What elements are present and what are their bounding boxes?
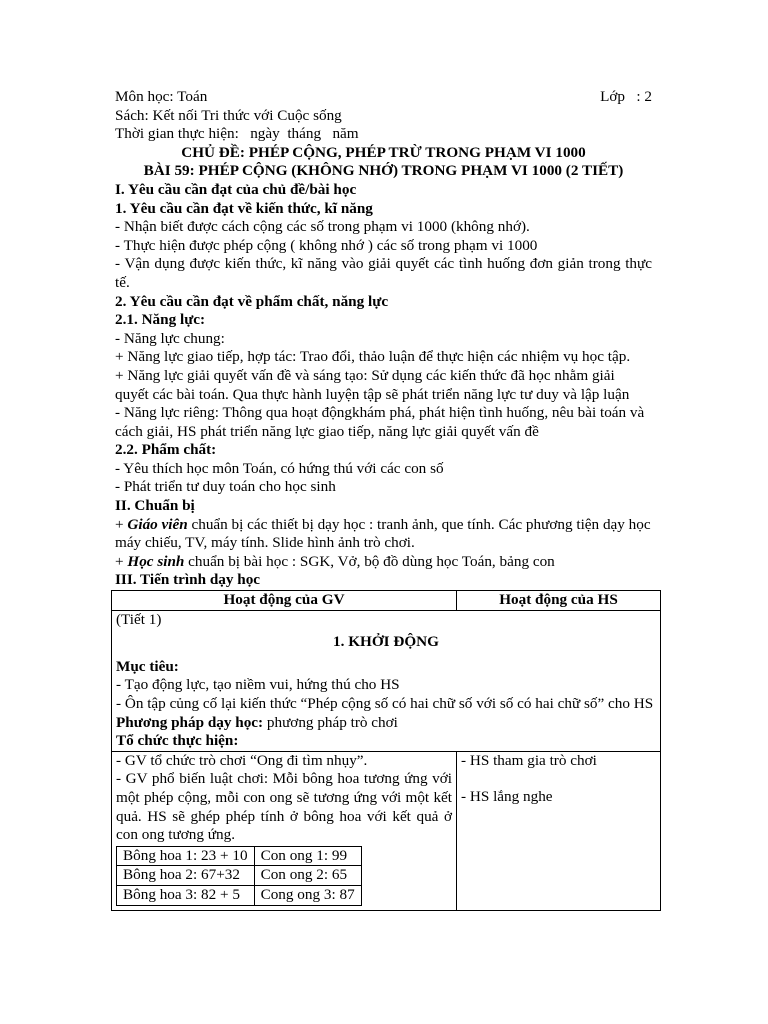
section1-sub1: 1. Yêu cầu cần đạt về kiến thức, kĩ năng — [115, 199, 373, 217]
table-row — [117, 846, 362, 866]
gv-cell — [112, 751, 457, 910]
gv-line: - GV tổ chức trò chơi “Ong đi tìm nhụy”. — [116, 751, 368, 769]
col-hs-header: Hoạt động của HS — [457, 591, 661, 611]
competence-item: + Năng lực giải quyết vấn đề và sáng tạo: Sử dụng các kiến thức đã học nhằm giải quyết các bài toán. Qua thực hành luyện tập sẽ phát triển năng lực tư duy và lập luận — [115, 366, 630, 403]
time-label: Thời gian thực hiện: ngày tháng năm — [115, 125, 359, 143]
col-gv-header: Hoạt động của GV — [112, 591, 457, 611]
student-prep: + Học sinh chuẩn bị bài học : SGK, Vở, bộ đồ dùng học Toán, bảng con — [115, 552, 555, 570]
quality-item: - Phát triển tư duy toán cho học sinh — [115, 478, 336, 496]
objective-item: - Vận dụng được kiến thức, kĩ năng vào giải quyết các tình huống đơn giản trong thực tế. — [115, 255, 652, 291]
section3-heading: III. Tiến trình dạy học — [115, 571, 261, 589]
flower-cell: Bông hoa 3: 82 + 5 — [117, 885, 255, 905]
objective-item: - Thực hiện được phép cộng ( không nhớ ) các số trong phạm vi 1000 — [115, 236, 538, 254]
document-page — [115, 88, 652, 911]
grade-label: Lớp : 2 — [600, 88, 652, 105]
hs-line: - HS tham gia trò chơi — [461, 751, 597, 769]
competence-item: - Năng lực riêng: Thông qua hoạt độngkhám phá, phát hiện tình huống, nêu bài toán và cách giải, HS phát triển năng lực giao tiếp, năng lực giải quyết vấn đề — [115, 404, 645, 440]
lesson-title: BÀI 59: PHÉP CỘNG (KHÔNG NHỚ) TRONG PHẠM VI 1000 (2 TIẾT) — [143, 162, 624, 180]
gv-line: - GV phổ biến luật chơi: Mỗi bông hoa tương ứng với một phép cộng, mỗi con ong sẽ tương ứng với một kết quả. HS sẽ ghép phép tính ở bông hoa với kết quả ở con ong tương ứng. — [116, 770, 452, 844]
org-label: Tổ chức thực hiện: — [116, 732, 239, 750]
flower-cell: Bông hoa 1: 23 + 10 — [117, 846, 255, 866]
teacher-label: Giáo viên — [127, 515, 188, 533]
method-line: Phương pháp dạy học: phương pháp trò chơi — [116, 713, 398, 731]
header-row — [115, 88, 652, 107]
hs-line: - HS lắng nghe — [461, 788, 553, 806]
section1-sub21: 2.1. Năng lực: — [115, 311, 206, 329]
intro-cell — [112, 610, 661, 751]
goal-label: Mục tiêu: — [116, 657, 179, 675]
student-label: Học sinh — [127, 552, 185, 570]
table-header-row — [112, 591, 661, 611]
game-table — [116, 846, 362, 906]
goal-item: - Ôn tập củng cố lại kiến thức “Phép cộng số có hai chữ số với số có hai chữ số” cho HS — [116, 695, 654, 712]
table-row — [112, 610, 661, 751]
activity-table — [111, 590, 661, 911]
section2-heading: II. Chuẩn bị — [115, 497, 195, 515]
bee-cell: Cong ong 3: 87 — [254, 885, 361, 905]
bee-cell: Con ong 2: 65 — [254, 866, 361, 886]
subject-label: Môn học: Toán — [115, 88, 208, 105]
objective-item: - Nhận biết được cách cộng các số trong phạm vi 1000 (không nhớ). — [115, 218, 530, 236]
method-label: Phương pháp dạy học: — [116, 713, 264, 731]
table-row — [117, 885, 362, 905]
topic-title: CHỦ ĐỀ: PHÉP CỘNG, PHÉP TRỪ TRONG PHẠM VI 1000 — [181, 143, 586, 161]
section1-heading: I. Yêu cầu cần đạt của chủ đề/bài học — [115, 180, 357, 198]
competence-item: + Năng lực giao tiếp, hợp tác: Trao đổi, thảo luận để thực hiện các nhiệm vụ học tập. — [115, 348, 631, 366]
section1-sub22: 2.2. Phẩm chất: — [115, 441, 217, 459]
section1-sub2: 2. Yêu cầu cần đạt về phẩm chất, năng lực — [115, 292, 389, 310]
table-row — [112, 751, 661, 910]
teacher-prep: + Giáo viên chuẩn bị các thiết bị dạy học : tranh ảnh, que tính. Các phương tiện dạy học máy chiếu, TV, máy tính. Slide hình ảnh trò chơi. — [115, 515, 651, 552]
activity-title: 1. KHỞI ĐỘNG — [333, 633, 439, 651]
hs-cell — [457, 751, 661, 910]
bee-cell: Con ong 1: 99 — [254, 846, 361, 866]
table-row — [117, 866, 362, 886]
quality-item: - Yêu thích học môn Toán, có hứng thú với các con số — [115, 459, 444, 477]
goal-item: - Tạo động lực, tạo niềm vui, hứng thú cho HS — [116, 676, 400, 694]
period-label: (Tiết 1) — [116, 610, 162, 628]
book-label: Sách: Kết nối Tri thức với Cuộc sống — [115, 106, 342, 124]
competence-item: - Năng lực chung: — [115, 329, 225, 347]
flower-cell: Bông hoa 2: 67+32 — [117, 866, 255, 886]
